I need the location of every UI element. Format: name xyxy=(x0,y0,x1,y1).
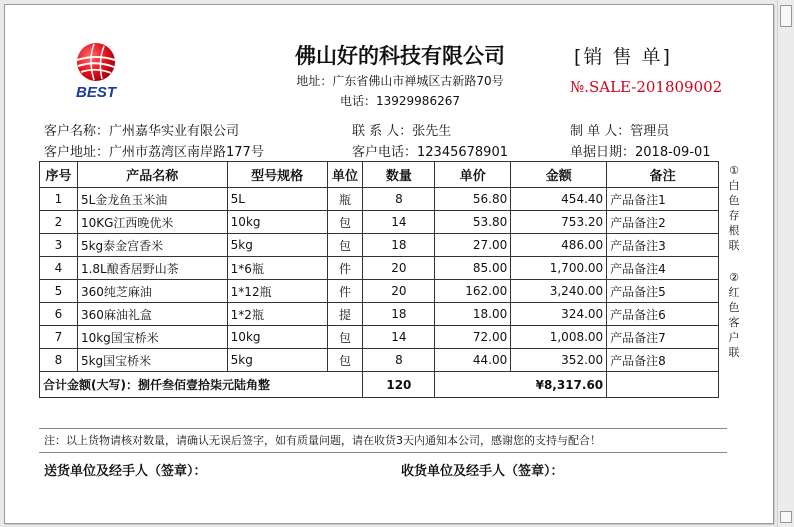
company-address: 地址：广东省佛山市禅城区古新路70号 xyxy=(296,74,504,88)
table-row xyxy=(40,211,719,234)
cell-unit: 瓶 xyxy=(327,188,363,211)
cell-price: 44.00 xyxy=(435,349,511,372)
red-copy-char: 客 xyxy=(728,316,740,329)
cell-spec: 5kg xyxy=(227,234,327,257)
cell-amount: 324.00 xyxy=(511,303,607,326)
scroll-corner xyxy=(780,511,792,523)
white-copy-char: 联 xyxy=(728,239,740,252)
cell-spec: 1*6瓶 xyxy=(227,257,327,280)
header-product: 产品名称 xyxy=(77,162,227,188)
total-amount-words: 合计金额(大写)：捌仟叁佰壹拾柒元陆角整 xyxy=(40,372,363,398)
cell-remark: 产品备注7 xyxy=(607,326,719,349)
total-amount: ¥8,317.60 xyxy=(435,372,607,398)
cell-product: 10KG江西晚优米 xyxy=(77,211,227,234)
cell-amount: 3,240.00 xyxy=(511,280,607,303)
document-date-row xyxy=(570,141,711,160)
cell-amount: 352.00 xyxy=(511,349,607,372)
cell-unit: 包 xyxy=(327,234,363,257)
maker-row xyxy=(570,120,669,139)
customer-phone-row xyxy=(352,141,508,160)
header-amount: 金额 xyxy=(511,162,607,188)
header-price: 单价 xyxy=(435,162,511,188)
customer-phone-label: 客户电话： xyxy=(352,145,418,160)
table-row xyxy=(40,280,719,303)
cell-remark: 产品备注1 xyxy=(607,188,719,211)
cell-quantity: 14 xyxy=(363,326,435,349)
cell-quantity: 18 xyxy=(363,303,435,326)
cell-remark: 产品备注2 xyxy=(607,211,719,234)
cell-price: 18.00 xyxy=(435,303,511,326)
company-phone: 电话：13929986267 xyxy=(340,94,460,108)
footer-divider-bottom xyxy=(39,452,727,453)
total-row xyxy=(40,372,719,398)
cell-product: 10kg国宝桥米 xyxy=(77,326,227,349)
cell-quantity: 8 xyxy=(363,188,435,211)
table-header-row xyxy=(40,162,719,188)
red-copy-char: 联 xyxy=(728,346,740,359)
table-row xyxy=(40,257,719,280)
maker-value: 管理员 xyxy=(630,124,670,139)
cell-quantity: 20 xyxy=(363,280,435,303)
red-copy-char: ② xyxy=(729,271,739,284)
cell-product: 360麻油礼盒 xyxy=(77,303,227,326)
table-row xyxy=(40,303,719,326)
maker-label: 制 单 人： xyxy=(570,124,631,139)
document-date-label: 单据日期： xyxy=(570,145,636,160)
globe-logo-icon xyxy=(66,40,126,102)
cell-index: 7 xyxy=(40,326,78,349)
customer-address-row xyxy=(44,141,264,160)
cell-amount: 1,700.00 xyxy=(511,257,607,280)
table-row xyxy=(40,188,719,211)
customer-address-label: 客户地址： xyxy=(44,145,110,160)
cell-remark: 产品备注8 xyxy=(607,349,719,372)
footer-divider-top xyxy=(39,428,727,429)
white-copy-char: 根 xyxy=(728,224,740,237)
cell-spec: 10kg xyxy=(227,326,327,349)
red-copy-char: 色 xyxy=(728,301,740,314)
company-logo xyxy=(66,40,126,102)
cell-unit: 提 xyxy=(327,303,363,326)
red-copy-label xyxy=(727,270,741,360)
cell-product: 5kg国宝桥米 xyxy=(77,349,227,372)
cell-index: 4 xyxy=(40,257,78,280)
total-quantity: 120 xyxy=(363,372,435,398)
cell-spec: 1*12瓶 xyxy=(227,280,327,303)
cell-spec: 5kg xyxy=(227,349,327,372)
cell-quantity: 14 xyxy=(363,211,435,234)
cell-remark: 产品备注4 xyxy=(607,257,719,280)
cell-spec: 5L xyxy=(227,188,327,211)
cell-product: 1.8L酿香居野山茶 xyxy=(77,257,227,280)
customer-name-label: 客户名称： xyxy=(44,124,110,139)
white-copy-char: 白 xyxy=(728,179,740,192)
red-copy-char: 户 xyxy=(728,331,740,344)
cell-index: 1 xyxy=(40,188,78,211)
footer-note: 注：以上货物请核对数量，请确认无误后签字，如有质量问题，请在收货3天内通知本公司，感谢您的支持与配合！ xyxy=(44,434,601,447)
cell-product: 5L金龙鱼玉米油 xyxy=(77,188,227,211)
cell-price: 72.00 xyxy=(435,326,511,349)
cell-price: 56.80 xyxy=(435,188,511,211)
cell-price: 53.80 xyxy=(435,211,511,234)
cell-amount: 1,008.00 xyxy=(511,326,607,349)
header-unit: 单位 xyxy=(327,162,363,188)
cell-index: 5 xyxy=(40,280,78,303)
cell-quantity: 8 xyxy=(363,349,435,372)
header-index: 序号 xyxy=(40,162,78,188)
cell-index: 8 xyxy=(40,349,78,372)
cell-unit: 包 xyxy=(327,349,363,372)
white-copy-label xyxy=(727,163,741,253)
contact-row xyxy=(352,120,451,139)
cell-unit: 件 xyxy=(327,257,363,280)
cell-amount: 753.20 xyxy=(511,211,607,234)
total-remark-empty xyxy=(607,372,719,398)
cell-remark: 产品备注3 xyxy=(607,234,719,257)
cell-unit: 包 xyxy=(327,326,363,349)
cell-spec: 10kg xyxy=(227,211,327,234)
cell-unit: 包 xyxy=(327,211,363,234)
vertical-scrollbar[interactable] xyxy=(777,0,794,527)
contact-value: 张先生 xyxy=(412,124,452,139)
cell-price: 162.00 xyxy=(435,280,511,303)
red-copy-char: 红 xyxy=(728,286,740,299)
cell-remark: 产品备注5 xyxy=(607,280,719,303)
contact-label: 联 系 人： xyxy=(352,124,413,139)
document-type: [销 售 单] xyxy=(574,46,672,68)
cell-product: 360纯芝麻油 xyxy=(77,280,227,303)
customer-name-row xyxy=(44,120,239,139)
customer-name-value: 广州嘉华实业有限公司 xyxy=(109,124,240,139)
sender-signature-label: 送货单位及经手人（签章）： xyxy=(44,464,207,479)
cell-index: 3 xyxy=(40,234,78,257)
table-row xyxy=(40,349,719,372)
cell-unit: 件 xyxy=(327,280,363,303)
logo-text: BEST xyxy=(75,84,117,101)
customer-phone-value: 12345678901 xyxy=(417,145,508,160)
cell-remark: 产品备注6 xyxy=(607,303,719,326)
cell-index: 6 xyxy=(40,303,78,326)
table-row xyxy=(40,326,719,349)
document-number: №.SALE-201809002 xyxy=(570,78,723,96)
header-remark: 备注 xyxy=(607,162,719,188)
header-quantity: 数量 xyxy=(363,162,435,188)
cell-amount: 454.40 xyxy=(511,188,607,211)
white-copy-char: 存 xyxy=(728,209,740,222)
header-spec: 型号规格 xyxy=(227,162,327,188)
cell-product: 5kg泰金宫香米 xyxy=(77,234,227,257)
scroll-thumb[interactable] xyxy=(780,5,792,27)
cell-price: 27.00 xyxy=(435,234,511,257)
cell-spec: 1*2瓶 xyxy=(227,303,327,326)
cell-quantity: 18 xyxy=(363,234,435,257)
receiver-signature-label: 收货单位及经手人（签章）： xyxy=(401,464,564,479)
cell-index: 2 xyxy=(40,211,78,234)
cell-quantity: 20 xyxy=(363,257,435,280)
white-copy-char: ① xyxy=(729,164,739,177)
white-copy-char: 色 xyxy=(728,194,740,207)
table-row xyxy=(40,234,719,257)
items-table xyxy=(39,161,719,398)
cell-price: 85.00 xyxy=(435,257,511,280)
company-name: 佛山好的科技有限公司 xyxy=(295,44,505,68)
customer-address-value: 广州市荔湾区南岸路177号 xyxy=(109,145,264,160)
cell-amount: 486.00 xyxy=(511,234,607,257)
document-date-value: 2018-09-01 xyxy=(635,145,711,160)
